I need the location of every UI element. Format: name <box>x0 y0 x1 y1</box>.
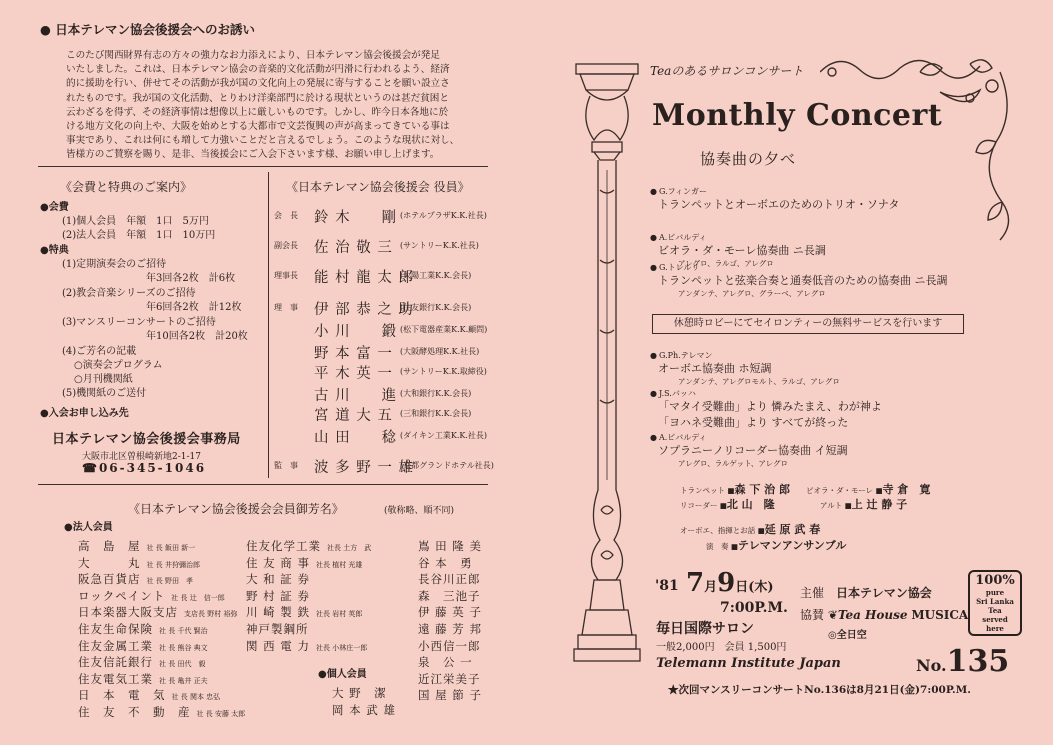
tagline: Teaのあるサロンコンサート <box>650 64 804 78</box>
officer-row <box>274 384 514 406</box>
corporate-member <box>246 638 367 654</box>
composer: ● J.S.バッハ <box>650 388 882 399</box>
officer-affiliation: (サントリーK.K.取締役) <box>400 367 487 376</box>
officer-row <box>274 266 514 288</box>
company-name: 日 本 電 気 <box>78 688 166 703</box>
members-note: (敬称略、順不同) <box>384 506 455 516</box>
perk-2: (2)教会音楽シリーズのご招待 <box>62 288 196 299</box>
individual-member: 嶌 田 隆 美 <box>418 539 482 553</box>
company-contact: 社 長 辻 信一郎 <box>171 593 225 602</box>
individual-member: 大 野 潔 <box>332 686 387 700</box>
individual-member: 長谷川正郎 <box>418 572 481 587</box>
officer-name: 小 川 鍛 <box>314 324 398 340</box>
officer-row <box>274 404 514 426</box>
perks-heading: ●特典 <box>40 245 69 256</box>
corporate-member <box>78 671 208 687</box>
company-name: 住友信託銀行 <box>78 655 153 670</box>
separator-icon: ■ <box>755 526 765 535</box>
performer-role: 演 奏 <box>706 542 729 551</box>
individual-member: 国 屋 節 子 <box>418 688 482 703</box>
benefits-title: 《会費と特典のご案内》 <box>60 180 193 194</box>
perk-2-detail: 年6回各2枚 計12枚 <box>146 302 242 313</box>
invite-line: いたしました。これは、日本テレマン協会の音楽的文化活動が円滑に行われるよう、経済 <box>66 64 450 76</box>
program-item <box>650 432 848 469</box>
corporate-member <box>78 638 208 654</box>
officer-name: 山 田 稔 <box>314 430 398 446</box>
individual-member: 伊 藤 英 子 <box>418 605 482 620</box>
performer-role: オーボエ、指揮とお話 <box>680 526 756 535</box>
concert-subtitle: 協奏曲の夕べ <box>700 150 797 168</box>
office-address: 大阪市北区曽根崎新地2-1-17 <box>82 452 201 462</box>
invite-line: 云わざるを得ず、その経済事情は想像以上に厳しいものです。しかし、昨今日本各地に於 <box>66 106 449 118</box>
officer-name: 波 多 野 一 雄 <box>314 460 414 476</box>
company-contact: 社長 小林庄一郎 <box>315 643 368 652</box>
performer <box>680 493 775 512</box>
performer <box>706 534 846 553</box>
individual-member: 森 三池子 <box>418 588 481 603</box>
office-phone: ☎06-345-1046 <box>82 461 207 475</box>
venue: 毎日国際サロン <box>656 621 754 637</box>
concert-year: '81 <box>655 578 679 594</box>
performer-role: リコーダー <box>680 501 718 510</box>
company-name: 住友生命保険 <box>78 622 153 636</box>
corporate-member <box>78 687 220 703</box>
officer-affiliation: (住友銀行K.K.会長) <box>400 303 472 312</box>
separator-icon: ■ <box>728 542 738 551</box>
officer-row <box>274 298 514 320</box>
movements: アンダンテ、アレグロモルト、ラルゴ、アレグロ <box>678 377 840 386</box>
performer-name: テレマンアンサンブル <box>737 539 847 552</box>
host: 主催 日本テレマン協会 <box>800 586 932 600</box>
officer-name: 伊 部 恭 之 助 <box>314 302 414 318</box>
separator-icon: ■ <box>717 501 727 510</box>
officer-affiliation: (サントリーK.K.社長) <box>400 241 479 250</box>
officer-affiliation: (松下電器産業K.K.顧問) <box>400 325 488 334</box>
performer-name: 北 山 隆 <box>726 498 775 511</box>
company-contact: 社 長 千代 賢治 <box>159 627 208 635</box>
invite-line: このたび関西財界有志の方々の強力なお力添えにより、日本テレマン協会後援会が発足 <box>66 50 440 61</box>
officer-name: 野 本 富 一 <box>314 346 393 362</box>
movements: アンダンテ、アレグロ、グラーベ、アレグロ <box>678 289 826 298</box>
company-contact: 社長 土方 武 <box>327 544 372 552</box>
program-item <box>650 415 848 430</box>
composer: ● A.ビバルディ <box>650 232 826 243</box>
officer-row <box>274 206 514 228</box>
officer-role: 監 事 <box>274 461 298 470</box>
price: 一般2,000円 会員 1,500円 <box>656 642 787 653</box>
invite-paragraph <box>66 49 466 163</box>
work-title: トランペットと弦楽合奏と通奏低音のための協奏曲 ニ長調 <box>658 274 948 287</box>
corner-ornament <box>820 52 1020 242</box>
corporate-member <box>78 654 205 670</box>
invite-line: 的に援助を行い、併せてその活動が我が国の文化向上の発展に寄与することを願い設立さ <box>66 78 450 90</box>
performer-name: 寺 倉 寛 <box>882 483 931 496</box>
program-item <box>650 262 948 299</box>
officers-title: 《日本テレマン協会後援会 役員》 <box>286 180 470 194</box>
officer-row <box>274 456 514 478</box>
work-title: オーボエ協奏曲 ホ短調 <box>658 362 772 375</box>
company-name: 神戸製鋼所 <box>246 622 309 636</box>
company-name: 住友電気工業 <box>78 671 153 686</box>
officer-row <box>274 426 514 448</box>
company-name: 大 和 証 券 <box>246 572 310 587</box>
officer-row <box>274 236 514 258</box>
officer-row <box>274 342 514 364</box>
corporate-member <box>246 588 316 604</box>
officer-name: 宮 道 大 五 <box>314 408 393 424</box>
officer-role: 理 事 <box>274 303 298 312</box>
officer-role: 会 長 <box>274 211 298 220</box>
officer-name: 古 川 進 <box>314 388 398 404</box>
institute-name: Telemann Institute Japan <box>656 656 841 671</box>
invite-title: ● 日本テレマン協会後援会へのお誘い <box>40 22 256 37</box>
concert-title: Monthly Concert <box>652 98 943 133</box>
officer-affiliation: (三和銀行K.K.会長) <box>400 409 472 418</box>
officer-affiliation: (ダイキン工業K.K.社長) <box>400 431 488 440</box>
corporate-member <box>246 538 371 554</box>
officer-affiliation: (大阪酵処理K.K.社長) <box>400 347 480 356</box>
company-name: 住友化学工業 <box>246 539 321 553</box>
perk-4-a: ○演奏会プログラム <box>74 360 163 371</box>
work-title: ビオラ・ダ・モーレ協奏曲 ニ長調 <box>658 244 826 257</box>
company-contact: 社 長 田代 毅 <box>159 660 206 669</box>
apply-heading: ●入会お申し込み先 <box>40 408 129 419</box>
invite-line: 皆様方のご賛察を賜り、是非、当後援会にご入会下さいます様、お願い申し上げます。 <box>66 149 440 161</box>
company-name: 住 友 不 動 産 <box>78 705 191 719</box>
separator-icon: ■ <box>725 486 735 495</box>
composer: ● A.ビバルディ <box>650 432 848 443</box>
perk-3: (3)マンスリーコンサートのご招待 <box>62 317 216 328</box>
company-contact: 社 長 亀井 正夫 <box>159 676 208 685</box>
corporate-member <box>246 621 315 637</box>
work-title: 「マタイ受難曲」より 憐みたまえ、わが神よ <box>658 400 882 413</box>
individual-member: 谷 本 勇 <box>418 555 473 570</box>
company-name: 野 村 証 券 <box>246 588 310 603</box>
work-title: ソプラニーノリコーダー協奏曲 イ短調 <box>658 444 848 457</box>
members-title: 《日本テレマン協会後援会会員御芳名》 <box>128 502 344 516</box>
invite-line: ける地方文化の向上や、大阪を始めとする大都市で文芸復興の声が高まってきている事は <box>66 121 450 133</box>
performer-role: トランペット <box>680 486 725 495</box>
corporate-heading: ●法人会員 <box>64 522 113 533</box>
individual-member: 小西信一郎 <box>418 638 481 653</box>
officer-role: 理事長 <box>274 271 298 280</box>
company-contact: 社 長 野田 孝 <box>146 577 193 586</box>
company-name: 高 島 屋 <box>78 539 141 553</box>
fee-heading: ●会費 <box>40 202 69 213</box>
performer-name: 上 辻 静 子 <box>851 498 908 511</box>
sponsors: 協賛 ❦Tea House MUSICA <box>800 608 969 622</box>
officer-affiliation: (京都グランドホテル社長) <box>400 461 494 470</box>
program-item <box>650 350 840 387</box>
company-name: 大 丸 <box>78 555 141 570</box>
officer-role: 副会長 <box>274 241 298 250</box>
officer-affiliation: (大和銀行K.K.会長) <box>400 389 472 398</box>
movements: アレグロ、ラルゲット、アレグロ <box>678 459 788 468</box>
perk-1-detail: 年3回各2枚 計6枚 <box>146 273 236 284</box>
company-name: 阪急百貨店 <box>78 572 141 587</box>
company-contact: 社 長 熊谷 典文 <box>159 643 208 652</box>
officer-row <box>274 320 514 342</box>
individual-member: 遠 藤 芳 邦 <box>418 622 482 636</box>
invite-line: れたものです。我が国の文化活動、とりわけ洋楽部門に於ける現状というのは甚だ貧困と <box>66 92 449 104</box>
separator-icon: ■ <box>873 486 883 495</box>
company-name: 住 友 商 事 <box>246 555 310 570</box>
concert-date: 7月9日(木) <box>686 568 774 598</box>
company-name: 日本楽器大阪支店 <box>78 605 178 620</box>
performer-name: 延 原 武 春 <box>764 523 821 536</box>
perk-5: (5)機関紙のご送付 <box>62 388 147 399</box>
performer <box>820 493 907 512</box>
company-name: 関 西 電 力 <box>246 638 310 653</box>
officer-name: 佐 治 敬 三 <box>314 240 393 256</box>
fee-1: (1)個人会員 年額 1口 5万円 <box>62 216 209 227</box>
corporate-member <box>78 588 225 604</box>
perk-1: (1)定期演奏会のご招待 <box>62 259 167 270</box>
officer-name: 平 木 英 一 <box>314 366 393 382</box>
company-name: 川 崎 製 鉄 <box>246 605 310 620</box>
company-contact: 社 長 関本 忠弘 <box>171 693 221 702</box>
corporate-member <box>78 704 245 720</box>
movements: アレグロ、ラルゴ、アレグロ <box>678 259 774 268</box>
perk-3-detail: 年10回各2枚 計20枚 <box>146 331 248 342</box>
company-contact: 社 長 安藤 太郎 <box>196 710 246 718</box>
separator-icon: ■ <box>842 501 852 510</box>
composer: ● G.フィンガー <box>650 186 899 197</box>
performer-role: アルト <box>820 501 843 510</box>
invite-line: 事実であり、これは何にも増して力強いことだと言えるでしょう。このような現状に対し、 <box>66 135 460 147</box>
officer-name: 能 村 龍 太 郎 <box>314 270 414 286</box>
corporate-member <box>78 555 200 571</box>
next-concert: ★次回マンスリーコンサートNo.136は8月21日(金)7:00P.M. <box>668 684 971 696</box>
work-title: トランペットとオーボエのためのトリオ・ソナタ <box>658 198 900 211</box>
company-name: 住友金属工業 <box>78 638 153 653</box>
concert-time: 7:00P.M. <box>720 600 788 616</box>
individual-heading: ●個人会員 <box>318 669 367 680</box>
corporate-member <box>246 555 362 571</box>
composer: ● G.トレルリ <box>650 262 948 273</box>
company-contact: 社 長 飯田 新一 <box>146 544 196 552</box>
composer: ● G.Ph.テレマン <box>650 350 840 361</box>
officer-affiliation: (太陽工業K.K.会長) <box>400 271 472 280</box>
issue-number: No.135 <box>916 644 1010 679</box>
officer-name: 鈴 木 剛 <box>314 210 398 226</box>
sponsor-ana: ◎全日空 <box>828 630 867 641</box>
officer-affiliation: (ホテルプラザK.K.社長) <box>400 211 487 220</box>
individual-member: 岡 本 武 雄 <box>332 702 396 717</box>
pillar-illustration <box>570 60 650 700</box>
individual-member: 近江栄美子 <box>418 671 481 686</box>
company-contact: 支店長 野村 裕弥 <box>184 610 238 619</box>
corporate-member <box>78 571 193 587</box>
work-title: 「ヨハネ受難曲」より すべてが終った <box>658 416 849 429</box>
performer-name: 森 下 治 郎 <box>734 483 790 496</box>
individual-member: 泉 公 一 <box>418 655 473 670</box>
company-contact: 社 長 井狩彌治郎 <box>146 560 200 569</box>
corporate-member <box>78 621 208 637</box>
tea-badge: 100% pure Sri Lanka Tea served here <box>968 570 1022 636</box>
fee-2: (2)法人会員 年額 1口 10万円 <box>62 230 216 241</box>
corporate-member <box>78 604 237 620</box>
perk-4-b: ○月刊機関紙 <box>74 374 133 385</box>
office-name: 日本テレマン協会後援会事務局 <box>52 432 241 447</box>
intermission-notice: 休憩時ロビーにてセイロンティーの無料サービスを行います <box>652 314 964 334</box>
corporate-member <box>246 604 362 620</box>
performer-role: ビオラ・ダ・モーレ <box>806 486 874 495</box>
program-item <box>650 388 882 414</box>
company-contact: 社長 岩村 英郎 <box>315 610 363 619</box>
officer-row <box>274 362 514 384</box>
company-name: ロックペイント <box>78 588 166 603</box>
company-contact: 社長 植村 光雄 <box>315 560 363 569</box>
perk-4: (4)ご芳名の記載 <box>62 346 137 357</box>
program-item <box>650 186 899 212</box>
corporate-member <box>246 571 316 587</box>
corporate-member <box>78 538 195 554</box>
